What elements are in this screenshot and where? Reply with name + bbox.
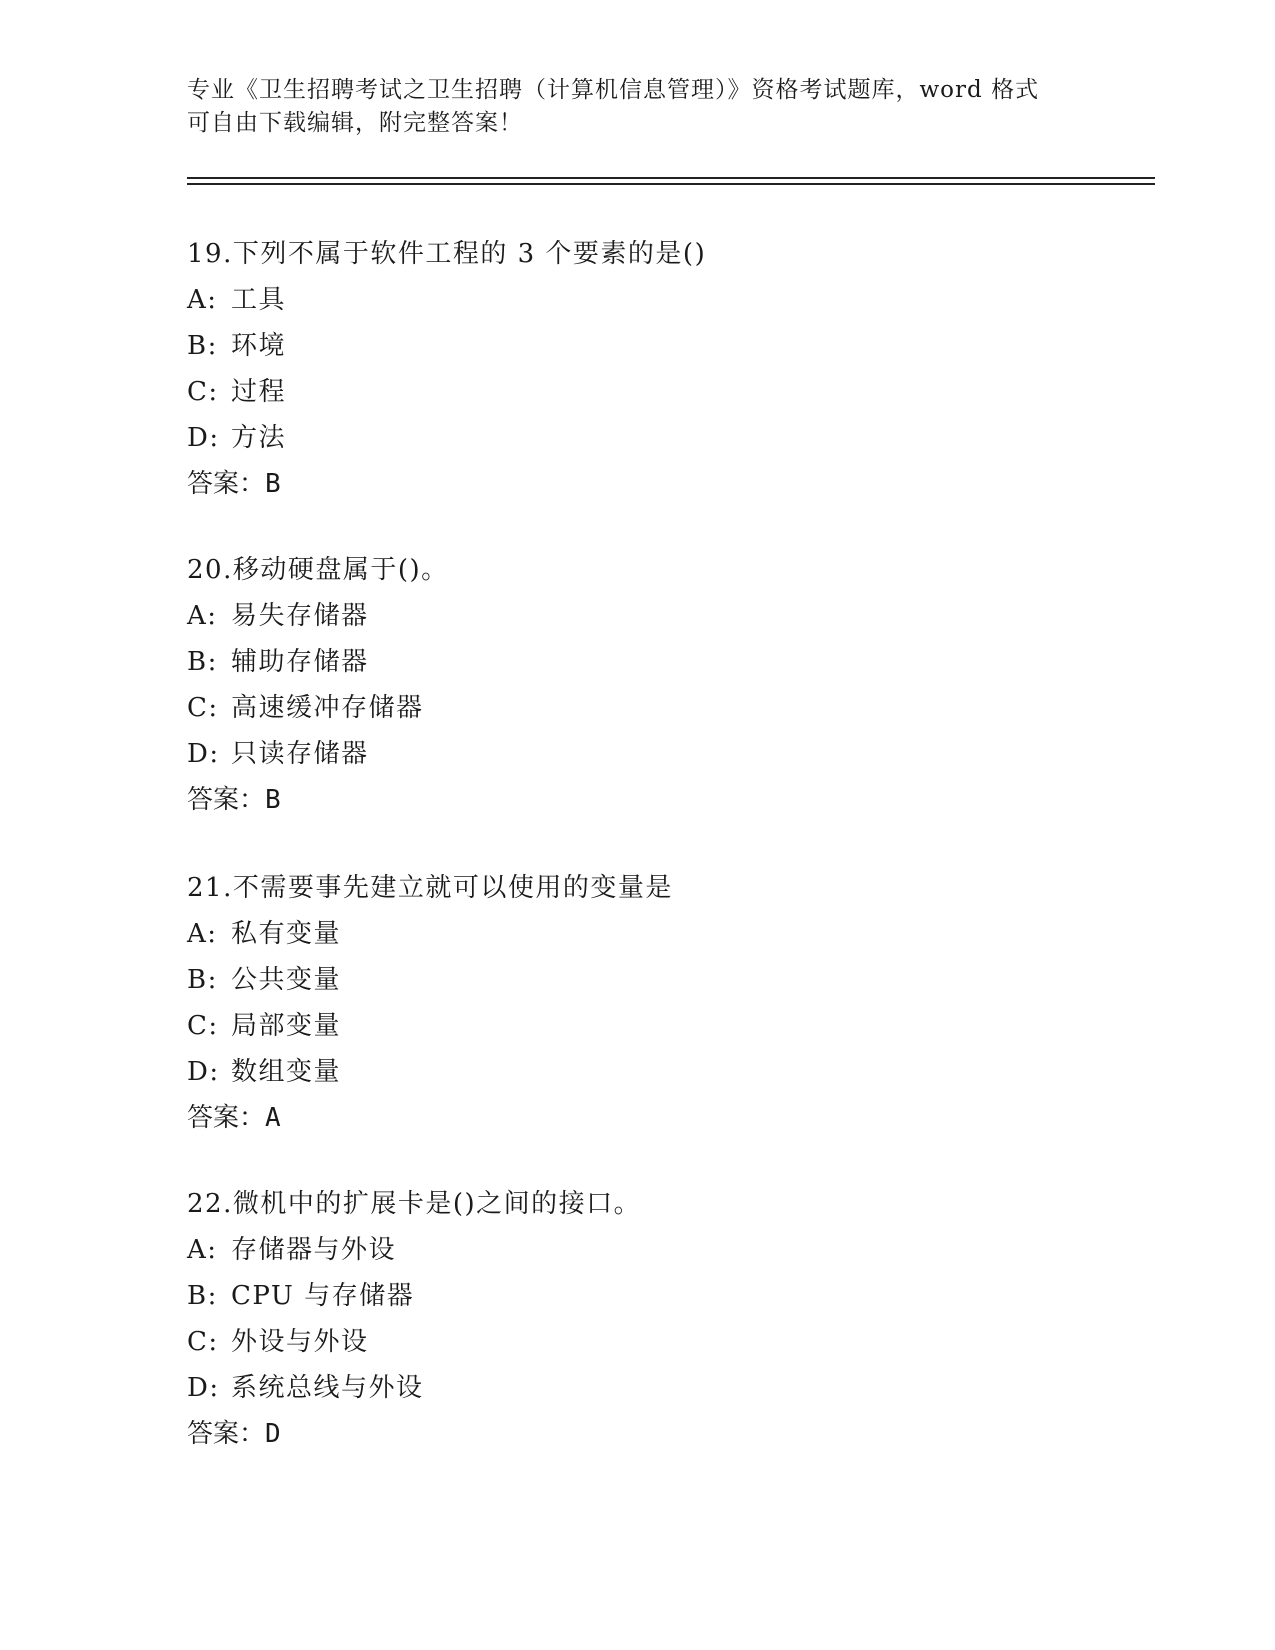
option-d (187, 416, 1147, 462)
option-d (187, 1366, 1147, 1412)
option-label: C: (187, 377, 219, 407)
answer-label: 答案： (187, 785, 266, 815)
answer-value: A (265, 1103, 281, 1133)
answer-label: 答案： (187, 469, 266, 499)
option-c (187, 686, 1147, 732)
option-b (187, 1274, 1147, 1320)
option-text: 环境 (231, 331, 287, 361)
question-22 (187, 1182, 1147, 1458)
option-b (187, 640, 1147, 686)
question-stem: 19.下列不属于软件工程的 3 个要素的是() (187, 239, 707, 269)
answer-line (187, 1096, 1147, 1142)
option-text: CPU 与存储器 (231, 1281, 415, 1311)
option-label: D: (187, 423, 220, 453)
option-a (187, 594, 1147, 640)
option-text: 高速缓冲存储器 (231, 693, 424, 723)
option-text: 辅助存储器 (231, 647, 369, 677)
answer-label: 答案： (187, 1419, 266, 1449)
option-label: D: (187, 1057, 220, 1087)
question-20 (187, 548, 1147, 824)
option-label: D: (187, 1373, 220, 1403)
option-a (187, 912, 1147, 958)
option-text: 存储器与外设 (231, 1235, 397, 1265)
option-b (187, 958, 1147, 1004)
option-c (187, 370, 1147, 416)
answer-value: B (265, 469, 281, 499)
header-divider-top (187, 177, 1155, 179)
option-label: B: (187, 331, 218, 361)
option-text: 只读存储器 (231, 739, 369, 769)
question-21 (187, 866, 1147, 1142)
option-text: 私有变量 (231, 919, 342, 949)
option-a (187, 278, 1147, 324)
option-text: 局部变量 (231, 1011, 342, 1041)
option-text: 公共变量 (231, 965, 342, 995)
header-divider-bottom (187, 183, 1155, 185)
answer-value: D (265, 1419, 281, 1449)
question-stem: 21.不需要事先建立就可以使用的变量是 (187, 873, 673, 903)
option-label: C: (187, 1327, 219, 1357)
option-b (187, 324, 1147, 370)
option-d (187, 732, 1147, 778)
question-stem: 20.移动硬盘属于()。 (187, 555, 449, 585)
option-label: B: (187, 1281, 218, 1311)
header-line-2: 可自由下载编辑，附完整答案！ (187, 110, 523, 136)
question-stem: 22.微机中的扩展卡是()之间的接口。 (187, 1189, 642, 1219)
option-label: A: (187, 1235, 218, 1265)
answer-line (187, 1412, 1147, 1458)
option-text: 方法 (231, 423, 287, 453)
option-label: B: (187, 647, 218, 677)
answer-value: B (265, 785, 281, 815)
option-c (187, 1320, 1147, 1366)
option-a (187, 1228, 1147, 1274)
option-text: 外设与外设 (231, 1327, 369, 1357)
option-text: 系统总线与外设 (231, 1373, 424, 1403)
document-header (187, 74, 1087, 140)
option-label: A: (187, 285, 218, 315)
option-c (187, 1004, 1147, 1050)
option-text: 易失存储器 (231, 601, 369, 631)
header-line-1: 专业《卫生招聘考试之卫生招聘（计算机信息管理）》资格考试题库，word 格式 (187, 77, 1040, 103)
answer-label: 答案： (187, 1103, 266, 1133)
answer-line (187, 462, 1147, 508)
question-19 (187, 232, 1147, 508)
option-d (187, 1050, 1147, 1096)
option-label: C: (187, 693, 219, 723)
option-text: 工具 (231, 285, 287, 315)
option-label: A: (187, 601, 218, 631)
answer-line (187, 778, 1147, 824)
option-text: 过程 (231, 377, 287, 407)
option-label: C: (187, 1011, 219, 1041)
option-text: 数组变量 (231, 1057, 342, 1087)
option-label: A: (187, 919, 218, 949)
option-label: D: (187, 739, 220, 769)
option-label: B: (187, 965, 218, 995)
